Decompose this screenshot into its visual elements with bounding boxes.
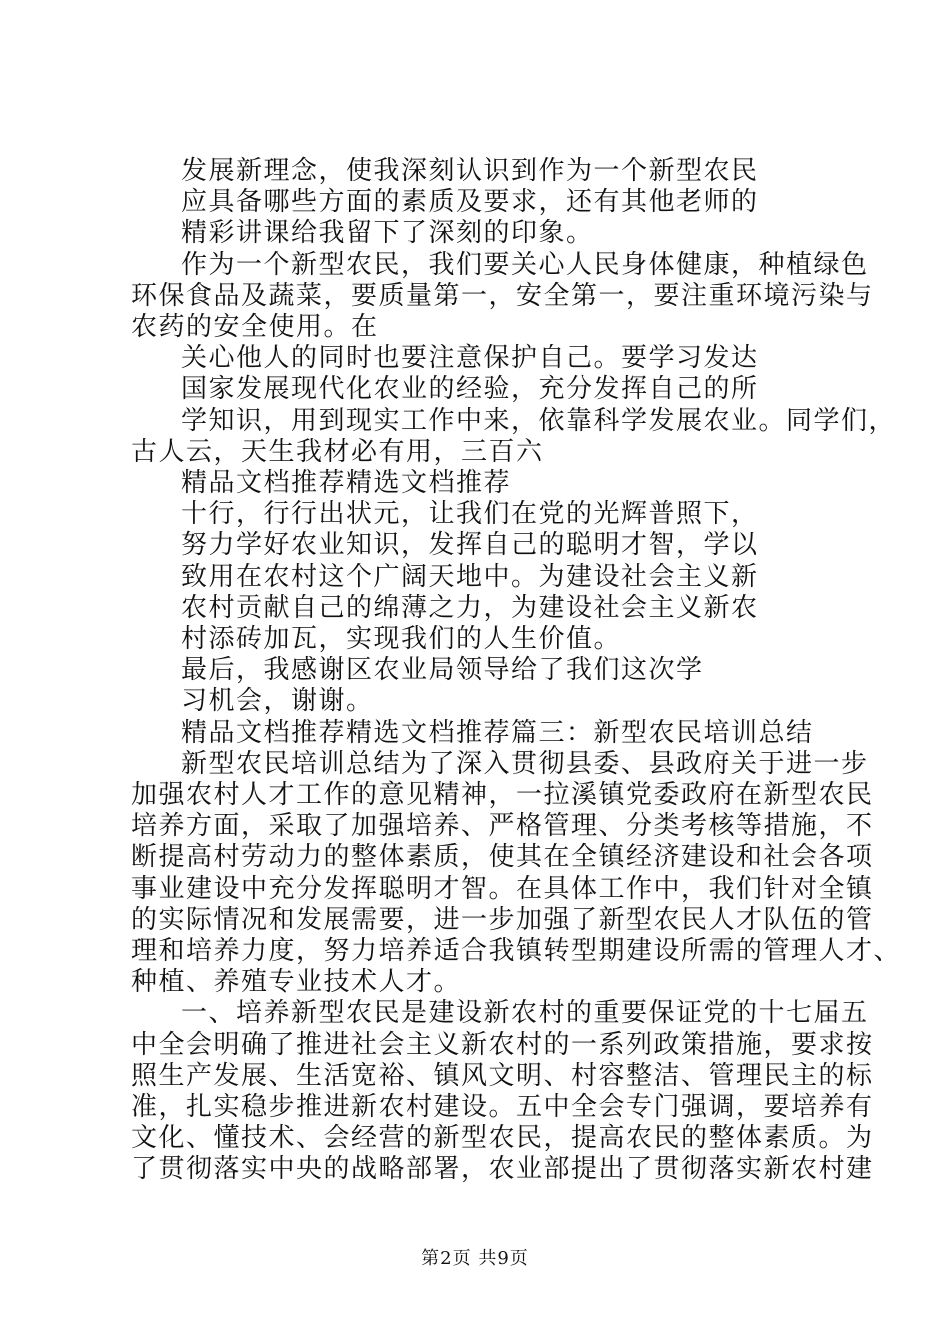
text-line: 努力学好农业知识，发挥自己的聪明才智，学以 <box>181 530 759 561</box>
text-line: 新型农民培训总结为了深入贯彻县委、县政府关于进一步 <box>181 748 869 779</box>
text-line: 学知识，用到现实工作中来，依靠科学发展农业。同学们， <box>181 405 897 436</box>
text-line: 作为一个新型农民，我们要关心人民身体健康，种植绿色 <box>181 249 869 280</box>
text-line: 断提高村劳动力的整体素质，使其在全镇经济建设和社会各项 <box>131 842 874 873</box>
text-line: 精彩讲课给我留下了深刻的印象。 <box>181 218 594 249</box>
text-line: 最后，我感谢区农业局领导给了我们这次学 <box>181 655 704 686</box>
text-line: 照生产发展、生活宽裕、镇风文明、村容整洁、管理民主的标 <box>131 1060 874 1091</box>
page-number-footer: 第2页 共9页 <box>421 1248 529 1269</box>
text-line: 农村贡献自己的绵薄之力，为建设社会主义新农 <box>181 592 759 623</box>
text-line: 了贯彻落实中央的战略部署，农业部提出了贯彻落实新农村建 <box>131 1154 874 1185</box>
text-line: 培养方面，采取了加强培养、严格管理、分类考核等措施，不 <box>131 811 874 842</box>
text-line: 村添砖加瓦，实现我们的人生价值。 <box>181 624 622 654</box>
text-line: 致用在农村这个广阔天地中。为建设社会主义新 <box>181 561 759 592</box>
text-line: 国家发展现代化农业的经验，充分发挥自己的所 <box>181 374 759 405</box>
text-line: 理和培养力度，努力培养适合我镇转型期建设所需的管理人才、 <box>131 936 902 966</box>
text-line: 一、培养新型农民是建设新农村的重要保证党的十七届五 <box>181 998 869 1029</box>
text-line: 的实际情况和发展需要，进一步加强了新型农民人才队伍的管 <box>131 904 874 935</box>
text-line: 精品文档推荐精选文档推荐 <box>181 468 512 498</box>
text-line: 应具备哪些方面的素质及要求，还有其他老师的 <box>181 187 759 218</box>
text-line: 准，扎实稳步推进新农村建设。五中全会专门强调，要培养有 <box>131 1092 874 1122</box>
text-line: 习机会，谢谢。 <box>181 686 374 717</box>
text-line: 加强农村人才工作的意见精神，一拉溪镇党委政府在新型农民 <box>131 780 874 810</box>
text-line: 环保食品及蔬菜，要质量第一，安全第一，要注重环境污染与 <box>131 280 874 311</box>
text-line: 发展新理念，使我深刻认识到作为一个新型农民 <box>181 156 759 186</box>
text-line: 十行，行行出状元，让我们在党的光辉普照下， <box>181 499 759 530</box>
text-line: 精品文档推荐精选文档推荐篇三：新型农民培训总结 <box>181 717 814 748</box>
text-line: 中全会明确了推进社会主义新农村的一系列政策措施，要求按 <box>131 1029 874 1060</box>
text-line: 农药的安全使用。在 <box>131 312 379 342</box>
text-line: 文化、懂技术、会经营的新型农民，提高农民的整体素质。为 <box>131 1123 874 1154</box>
text-line: 关心他人的同时也要注意保护自己。要学习发达 <box>181 343 759 374</box>
text-line: 古人云，天生我材必有用，三百六 <box>131 436 544 467</box>
text-line: 事业建设中充分发挥聪明才智。在具体工作中，我们针对全镇 <box>131 873 874 904</box>
text-line: 种植、养殖专业技术人才。 <box>131 967 462 998</box>
